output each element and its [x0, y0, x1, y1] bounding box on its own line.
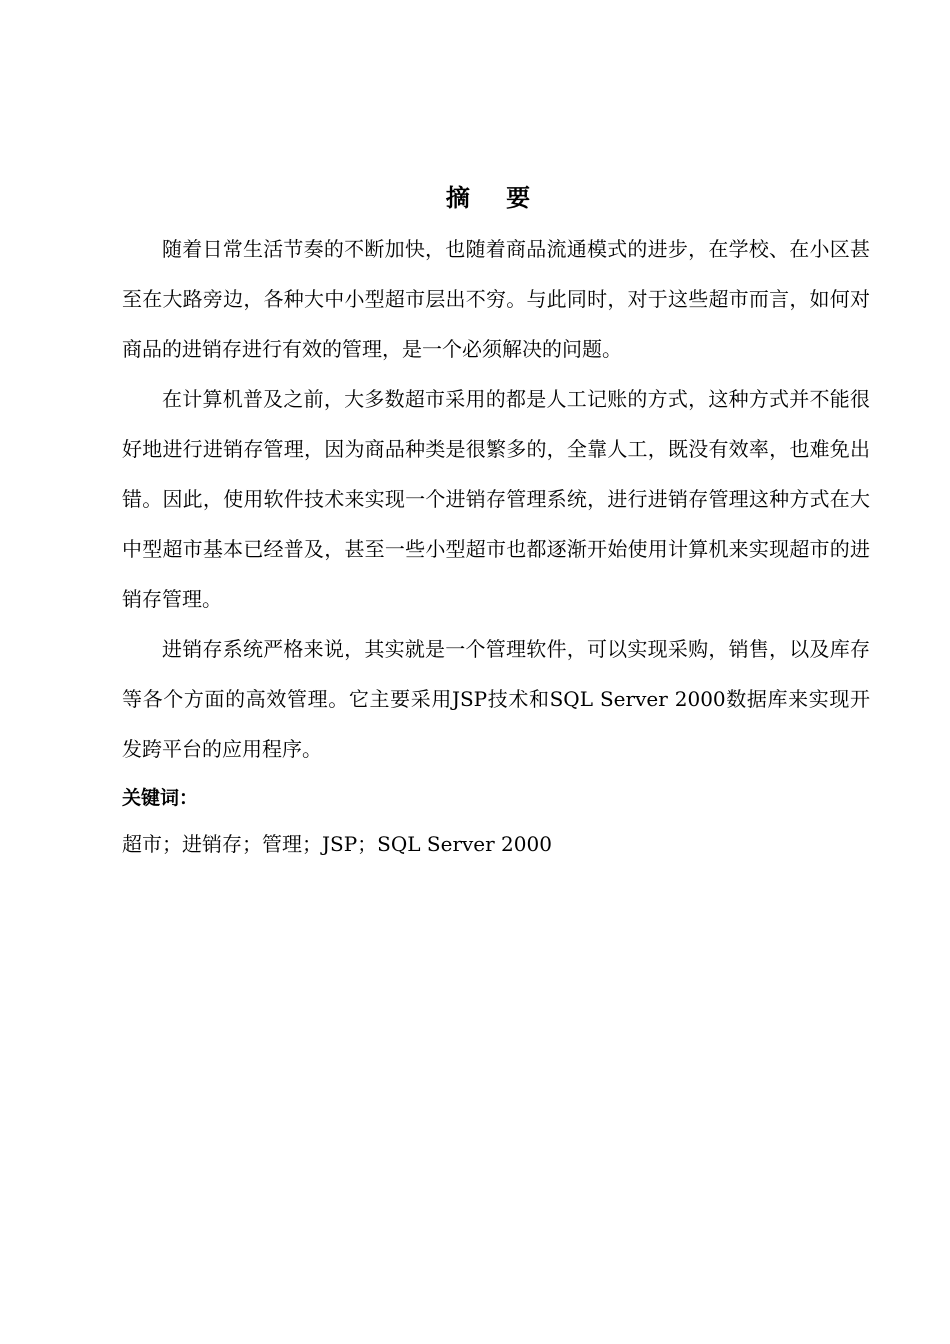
abstract-title: 摘 要 — [445, 184, 545, 212]
abstract-paragraph-1: 随着日常生活节奏的不断加快，也随着商品流通模式的进步，在学校、在小区甚至在大路旁边，各种大中小型超市层出不穷。与此同时，对于这些超市而言，如何对商品的进销存进行有效的管理，是一个必须解决的问题。 — [122, 237, 870, 361]
abstract-body — [122, 224, 870, 774]
abstract-paragraph-3: 进销存系统严格来说，其实就是一个管理软件，可以实现采购，销售，以及库存等各个方面的高效管理。它主要采用JSP技术和SQL Server 2000数据库来实现开发跨平台的应用程序。 — [122, 637, 870, 761]
keywords-values: 超市；进销存；管理；JSP；SQL Server 2000 — [122, 832, 552, 856]
keywords-label: 关键词： — [122, 787, 199, 809]
abstract-paragraph-2: 在计算机普及之前，大多数超市采用的都是人工记账的方式，这种方式并不能很好地进行进销存管理，因为商品种类是很繁多的，全靠人工，既没有效率，也难免出错。因此，使用软件技术来实现一个进销存管理系统，进行进销存管理这种方式在大中型超市基本已经普及，甚至一些小型超市也都逐渐开始使用计算机来实现超市的进销存管理。 — [122, 387, 870, 611]
